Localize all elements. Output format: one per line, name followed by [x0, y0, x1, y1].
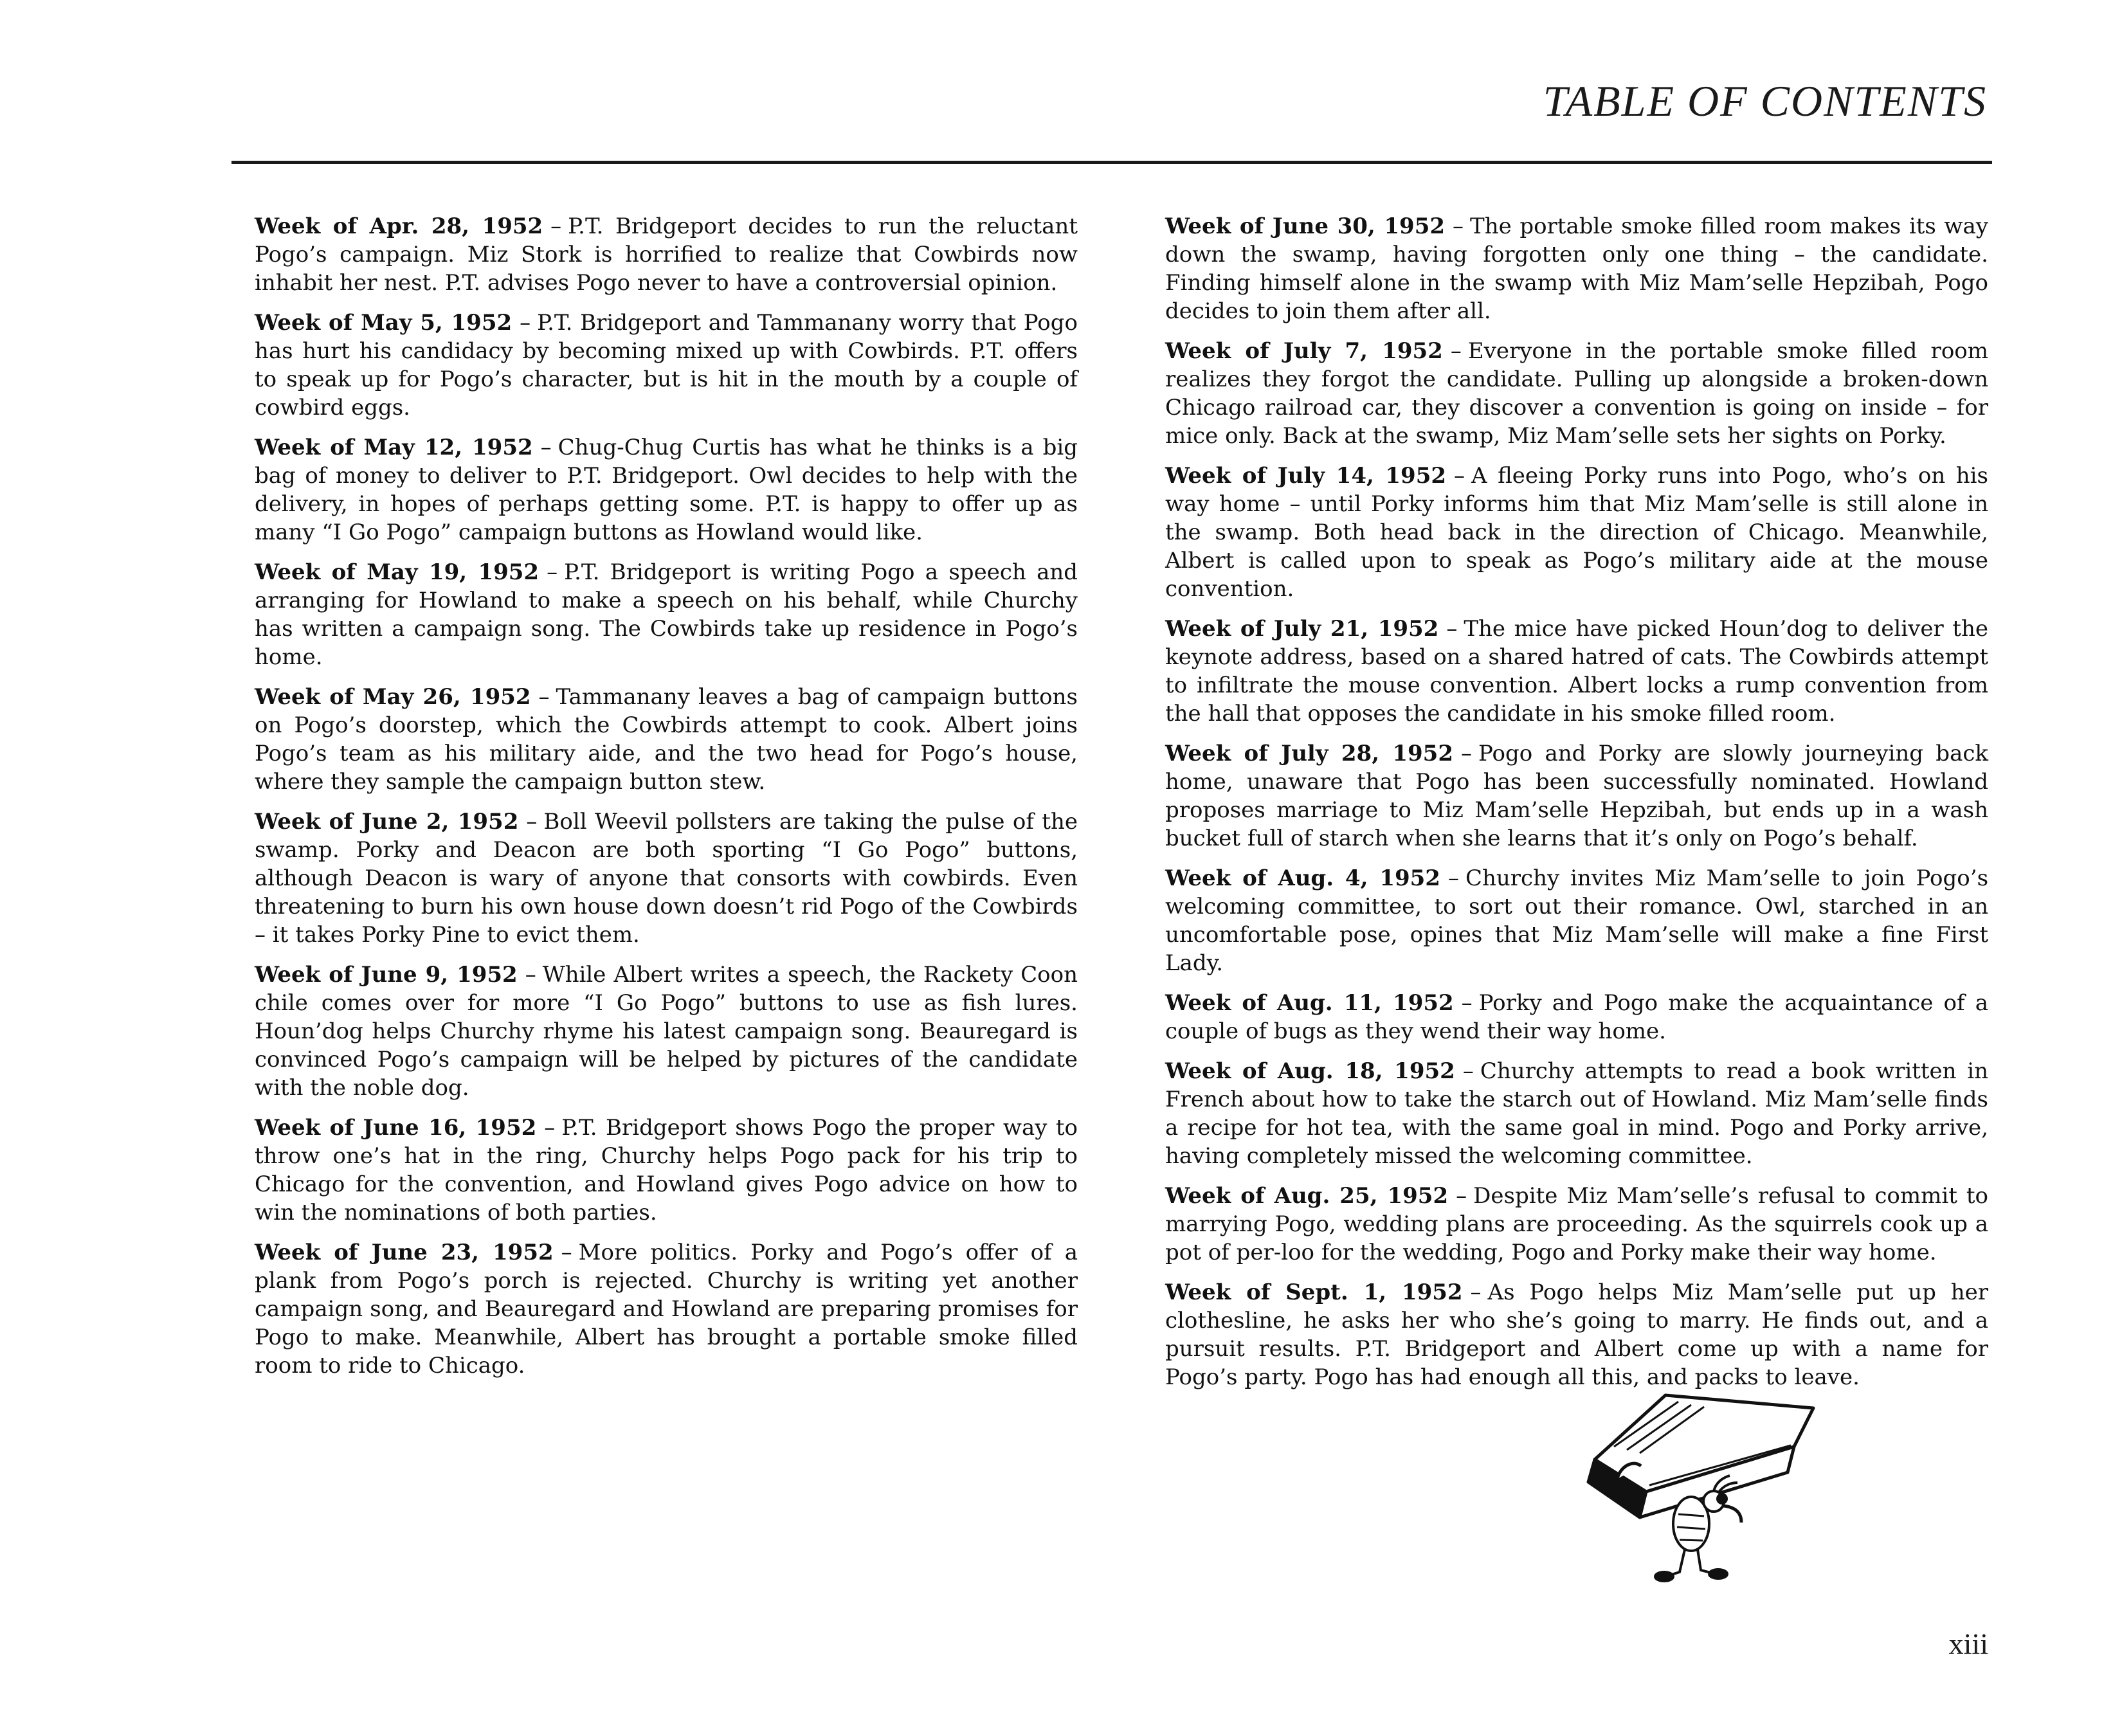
entry-text: As Pogo helps Miz Mam’selle put up her clothesline, he asks her who she’s going to marry. He finds out, and a pursuit results. P.T. Bridgeport and Albert come up with a name for Pogo’s party. Pogo has had enough all this, and packs to leave.: [1165, 1279, 1988, 1390]
entry-text: The mice have picked Houn’dog to deliver the keynote address, based on a shared hatred of cats. The Cowbirds attempt to infiltrate the mouse convention. Albert locks a rump convention from the hall that opposes the candidate in his smoke filled room.: [1165, 616, 1988, 727]
entry-week: Week of Apr. 28, 1952: [255, 213, 543, 239]
entry-week: Week of Aug. 4, 1952: [1165, 865, 1440, 891]
entry-text: Chug-Chug Curtis has what he thinks is a big bag of money to deliver to P.T. Bridgeport. Owl decides to help with the delivery, in hopes of perhaps getting some. P.T. is happy to offer up as many “I Go Pogo” campaign buttons as Howland would like.: [255, 435, 1078, 545]
entry-text: While Albert writes a speech, the Rackety Coon chile comes over for more “I Go Pogo” buttons to use as fish lures. Houn’dog helps Churchy rhyme his latest campaign song. Beauregard is convinced Pogo’s campaign will be helped by pictures of the candidate with the noble dog.: [255, 962, 1078, 1101]
entry-week: Week of July 14, 1952: [1165, 463, 1447, 489]
toc-entry: Week of Aug. 25, 1952 – Despite Miz Mam’selle’s refusal to commit to marrying Pogo, wedding plans are proceeding. As the squirrels cook up a pot of per-loo for the wedding, Pogo and Porky make their way home.: [1165, 1183, 1988, 1265]
entry-text: Porky and Pogo make the acquaintance of a couple of bugs as they wend their way home.: [1165, 990, 1989, 1044]
entry-text: Churchy invites Miz Mam’selle to join Pogo’s welcoming committee, to sort out their romance. Owl, starched in an uncomfortable pose, opines that Miz Mam’selle will make a fine First Lady.: [1165, 865, 1989, 976]
entry-text: P.T. Bridgeport and Tammanany worry that Pogo has hurt his candidacy by becoming mixed up with Cowbirds. P.T. offers to speak up for Pogo’s character, but is hit in the mouth by a couple of cowbird eggs.: [255, 310, 1078, 420]
toc-entry: Week of July 28, 1952 – Pogo and Porky are slowly journeying back home, unaware that Pogo has been successfully nominated. Howland proposes marriage to Miz Mam’selle Hepzibah, but ends up in a wash bucket full of starch when she learns that it’s only on Pogo’s behalf.: [1165, 741, 1988, 851]
entry-text: A fleeing Porky runs into Pogo, who’s on his way home – until Porky informs him that Miz Mam’selle is still alone in the swamp. Both head back in the direction of Chicago. Meanwhile, Albert is called upon to speak as Pogo’s military aide at the mouse convention.: [1165, 463, 1988, 602]
toc-column-left: [255, 212, 1078, 1391]
toc-entry: Week of July 21, 1952 – The mice have picked Houn’dog to deliver the keynote address, based on a shared hatred of cats. The Cowbirds attempt to infiltrate the mouse convention. Albert locks a rump convention from the hall that opposes the candidate in his smoke filled room.: [1165, 616, 1988, 727]
toc-entry: Week of Aug. 11, 1952 – Porky and Pogo make the acquaintance of a couple of bugs as they wend their way home.: [1165, 990, 1989, 1044]
toc-entry: Week of June 2, 1952 – Boll Weevil pollsters are taking the pulse of the swamp. Porky and Deacon are both sporting “I Go Pogo” buttons, although Deacon is wary of anyone that consorts with cowbirds. Even threatening to burn his own house down doesn’t rid Pogo of the Cowbirds – it takes Porky Pine to evict them.: [255, 809, 1078, 948]
toc-entry: Week of June 16, 1952 – P.T. Bridgeport shows Pogo the proper way to throw one’s hat in the ring, Churchy helps Pogo pack for his trip to Chicago for the convention, and Howland gives Pogo advice on how to win the nominations of both parties.: [255, 1115, 1078, 1225]
toc-entry: Week of May 12, 1952 – Chug-Chug Curtis has what he thinks is a big bag of money to deliver to P.T. Bridgeport. Owl decides to help with the delivery, in hopes of perhaps getting some. P.T. is happy to offer up as many “I Go Pogo” campaign buttons as Howland would like.: [255, 435, 1078, 545]
entry-week: Week of June 30, 1952: [1165, 213, 1446, 239]
entry-week: Week of Aug. 18, 1952: [1165, 1058, 1455, 1084]
toc-entry: Week of Sept. 1, 1952 – As Pogo helps Miz Mam’selle put up her clothesline, he asks her who she’s going to marry. He finds out, and a pursuit results. P.T. Bridgeport and Albert come up with a name for Pogo’s party. Pogo has had enough all this, and packs to leave.: [1165, 1279, 1988, 1390]
toc-entry: Week of July 7, 1952 – Everyone in the portable smoke filled room realizes they forgot the candidate. Pulling up alongside a broken-down Chicago railroad car, they discover a convention is going on inside – for mice only. Back at the swamp, Miz Mam’selle sets her sights on Porky.: [1165, 338, 1988, 449]
entry-week: Week of May 26, 1952: [255, 684, 531, 710]
entry-text: P.T. Bridgeport decides to run the reluctant Pogo’s campaign. Miz Stork is horrified to realize that Cowbirds now inhabit her nest. P.T. advises Pogo never to have a controversial opinion.: [255, 213, 1078, 296]
header-divider: [231, 161, 1992, 164]
toc-entry: Week of June 9, 1952 – While Albert writes a speech, the Rackety Coon chile comes over for more “I Go Pogo” buttons to use as fish lures. Houn’dog helps Churchy rhyme his latest campaign song. Beauregard is convinced Pogo’s campaign will be helped by pictures of the candidate with the noble dog.: [255, 962, 1078, 1101]
entry-week: Week of July 21, 1952: [1165, 616, 1439, 642]
page-number: xiii: [1948, 1627, 1988, 1660]
entry-text: Pogo and Porky are slowly journeying back home, unaware that Pogo has been successfully nominated. Howland proposes marriage to Miz Mam’selle Hepzibah, but ends up in a wash bucket full of starch when she learns that it’s only on Pogo’s behalf.: [1165, 741, 1988, 851]
entry-week: Week of Aug. 25, 1952: [1165, 1183, 1449, 1209]
entry-text: P.T. Bridgeport is writing Pogo a speech and arranging for Howland to make a speech on his behalf, while Churchy has written a campaign song. The Cowbirds take up residence in Pogo’s home.: [255, 559, 1078, 670]
toc-entry: Week of May 19, 1952 – P.T. Bridgeport is writing Pogo a speech and arranging for Howland to make a speech on his behalf, while Churchy has written a campaign song. The Cowbirds take up residence in Pogo’s home.: [255, 559, 1078, 670]
toc-entry: Week of May 26, 1952 – Tammanany leaves a bag of campaign buttons on Pogo’s doorstep, which the Cowbirds attempt to cook. Albert joins Pogo’s team as his military aide, and the two head for Pogo’s house, where they sample the campaign button stew.: [255, 684, 1078, 795]
entry-text: Everyone in the portable smoke filled room realizes they forgot the candidate. Pulling up alongside a broken-down Chicago railroad car, they discover a convention is going on inside – for mice only. Back at the swamp, Miz Mam’selle sets her sights on Porky.: [1165, 338, 1988, 449]
entry-week: Week of May 5, 1952: [255, 310, 512, 336]
entry-text: Boll Weevil pollsters are taking the pulse of the swamp. Porky and Deacon are both sporting “I Go Pogo” buttons, although Deacon is wary of anyone that consorts with cowbirds. Even threatening to burn his own house down doesn’t rid Pogo of the Cowbirds – it takes Porky Pine to evict them.: [255, 809, 1078, 948]
toc-entry: Week of June 23, 1952 – More politics. Porky and Pogo’s offer of a plank from Pogo’s porch is rejected. Churchy is writing yet another campaign song, and Beauregard and Howland are preparing promises for Pogo to make. Meanwhile, Albert has brought a portable smoke filled room to ride to Chicago.: [255, 1240, 1078, 1379]
entry-week: Week of May 19, 1952: [255, 559, 540, 585]
entry-week: Week of July 7, 1952: [1165, 338, 1443, 364]
toc-entry: Week of June 30, 1952 – The portable smoke filled room makes its way down the swamp, having forgotten only one thing – the candidate. Finding himself alone in the swamp with Miz Mam’selle Hepzibah, Pogo decides to join them after all.: [1165, 213, 1988, 324]
entry-text: Churchy attempts to read a book written in French about how to take the starch out of Howland. Miz Mam’selle finds a recipe for hot tea, with the same goal in mind. Pogo and Porky arrive, having completely missed the welcoming committee.: [1165, 1058, 1988, 1169]
entry-week: Week of June 2, 1952: [255, 809, 519, 835]
entry-week: Week of Aug. 11, 1952: [1165, 990, 1454, 1016]
entry-week: Week of June 9, 1952: [255, 962, 518, 988]
bug-carrying-book-icon: [1569, 1370, 1826, 1588]
entry-week: Week of July 28, 1952: [1165, 741, 1453, 766]
entry-week: Week of June 23, 1952: [255, 1240, 554, 1265]
entry-week: Week of June 16, 1952: [255, 1115, 537, 1141]
entry-text: The portable smoke filled room makes its way down the swamp, having forgotten only one thing – the candidate. Finding himself alone in the swamp with Miz Mam’selle Hepzibah, Pogo decides to join them after all.: [1165, 213, 1988, 324]
entry-week: Week of Sept. 1, 1952: [1165, 1279, 1463, 1305]
entry-text: P.T. Bridgeport shows Pogo the proper way to throw one’s hat in the ring, Churchy helps Pogo pack for his trip to Chicago for the convention, and Howland gives Pogo advice on how to win the nominations of both parties.: [255, 1115, 1078, 1225]
entry-text: More politics. Porky and Pogo’s offer of a plank from Pogo’s porch is rejected. Churchy is writing yet another campaign song, and Beauregard and Howland are preparing promises for Pogo to make. Meanwhile, Albert has brought a portable smoke filled room to ride to Chicago.: [255, 1240, 1078, 1379]
toc-entry: Week of July 14, 1952 – A fleeing Porky runs into Pogo, who’s on his way home – until Porky informs him that Miz Mam’selle is still alone in the swamp. Both head back in the direction of Chicago. Meanwhile, Albert is called upon to speak as Pogo’s military aide at the mouse convention.: [1165, 463, 1988, 602]
toc-entry: Week of May 5, 1952 – P.T. Bridgeport and Tammanany worry that Pogo has hurt his candidacy by becoming mixed up with Cowbirds. P.T. offers to speak up for Pogo’s character, but is hit in the mouth by a couple of cowbird eggs.: [255, 310, 1078, 420]
entry-text: Despite Miz Mam’selle’s refusal to commit to marrying Pogo, wedding plans are proceeding. As the squirrels cook up a pot of per-loo for the wedding, Pogo and Porky make their way home.: [1165, 1183, 1988, 1265]
toc-entry: Week of Apr. 28, 1952 – P.T. Bridgeport decides to run the reluctant Pogo’s campaign. Miz Stork is horrified to realize that Cowbirds now inhabit her nest. P.T. advises Pogo never to have a controversial opinion.: [255, 213, 1078, 296]
toc-entry: Week of Aug. 4, 1952 – Churchy invites Miz Mam’selle to join Pogo’s welcoming committee, to sort out their romance. Owl, starched in an uncomfortable pose, opines that Miz Mam’selle will make a fine First Lady.: [1165, 865, 1989, 976]
entry-text: Tammanany leaves a bag of campaign buttons on Pogo’s doorstep, which the Cowbirds attempt to cook. Albert joins Pogo’s team as his military aide, and the two head for Pogo’s house, where they sample the campaign button stew.: [255, 684, 1078, 795]
toc-entry: Week of Aug. 18, 1952 – Churchy attempts to read a book written in French about how to take the starch out of Howland. Miz Mam’selle finds a recipe for hot tea, with the same goal in mind. Pogo and Porky arrive, having completely missed the welcoming committee.: [1165, 1058, 1988, 1169]
entry-week: Week of May 12, 1952: [255, 435, 533, 460]
toc-column-right: [1165, 212, 1988, 1403]
page-title: TABLE OF CONTENTS: [1543, 77, 1987, 125]
